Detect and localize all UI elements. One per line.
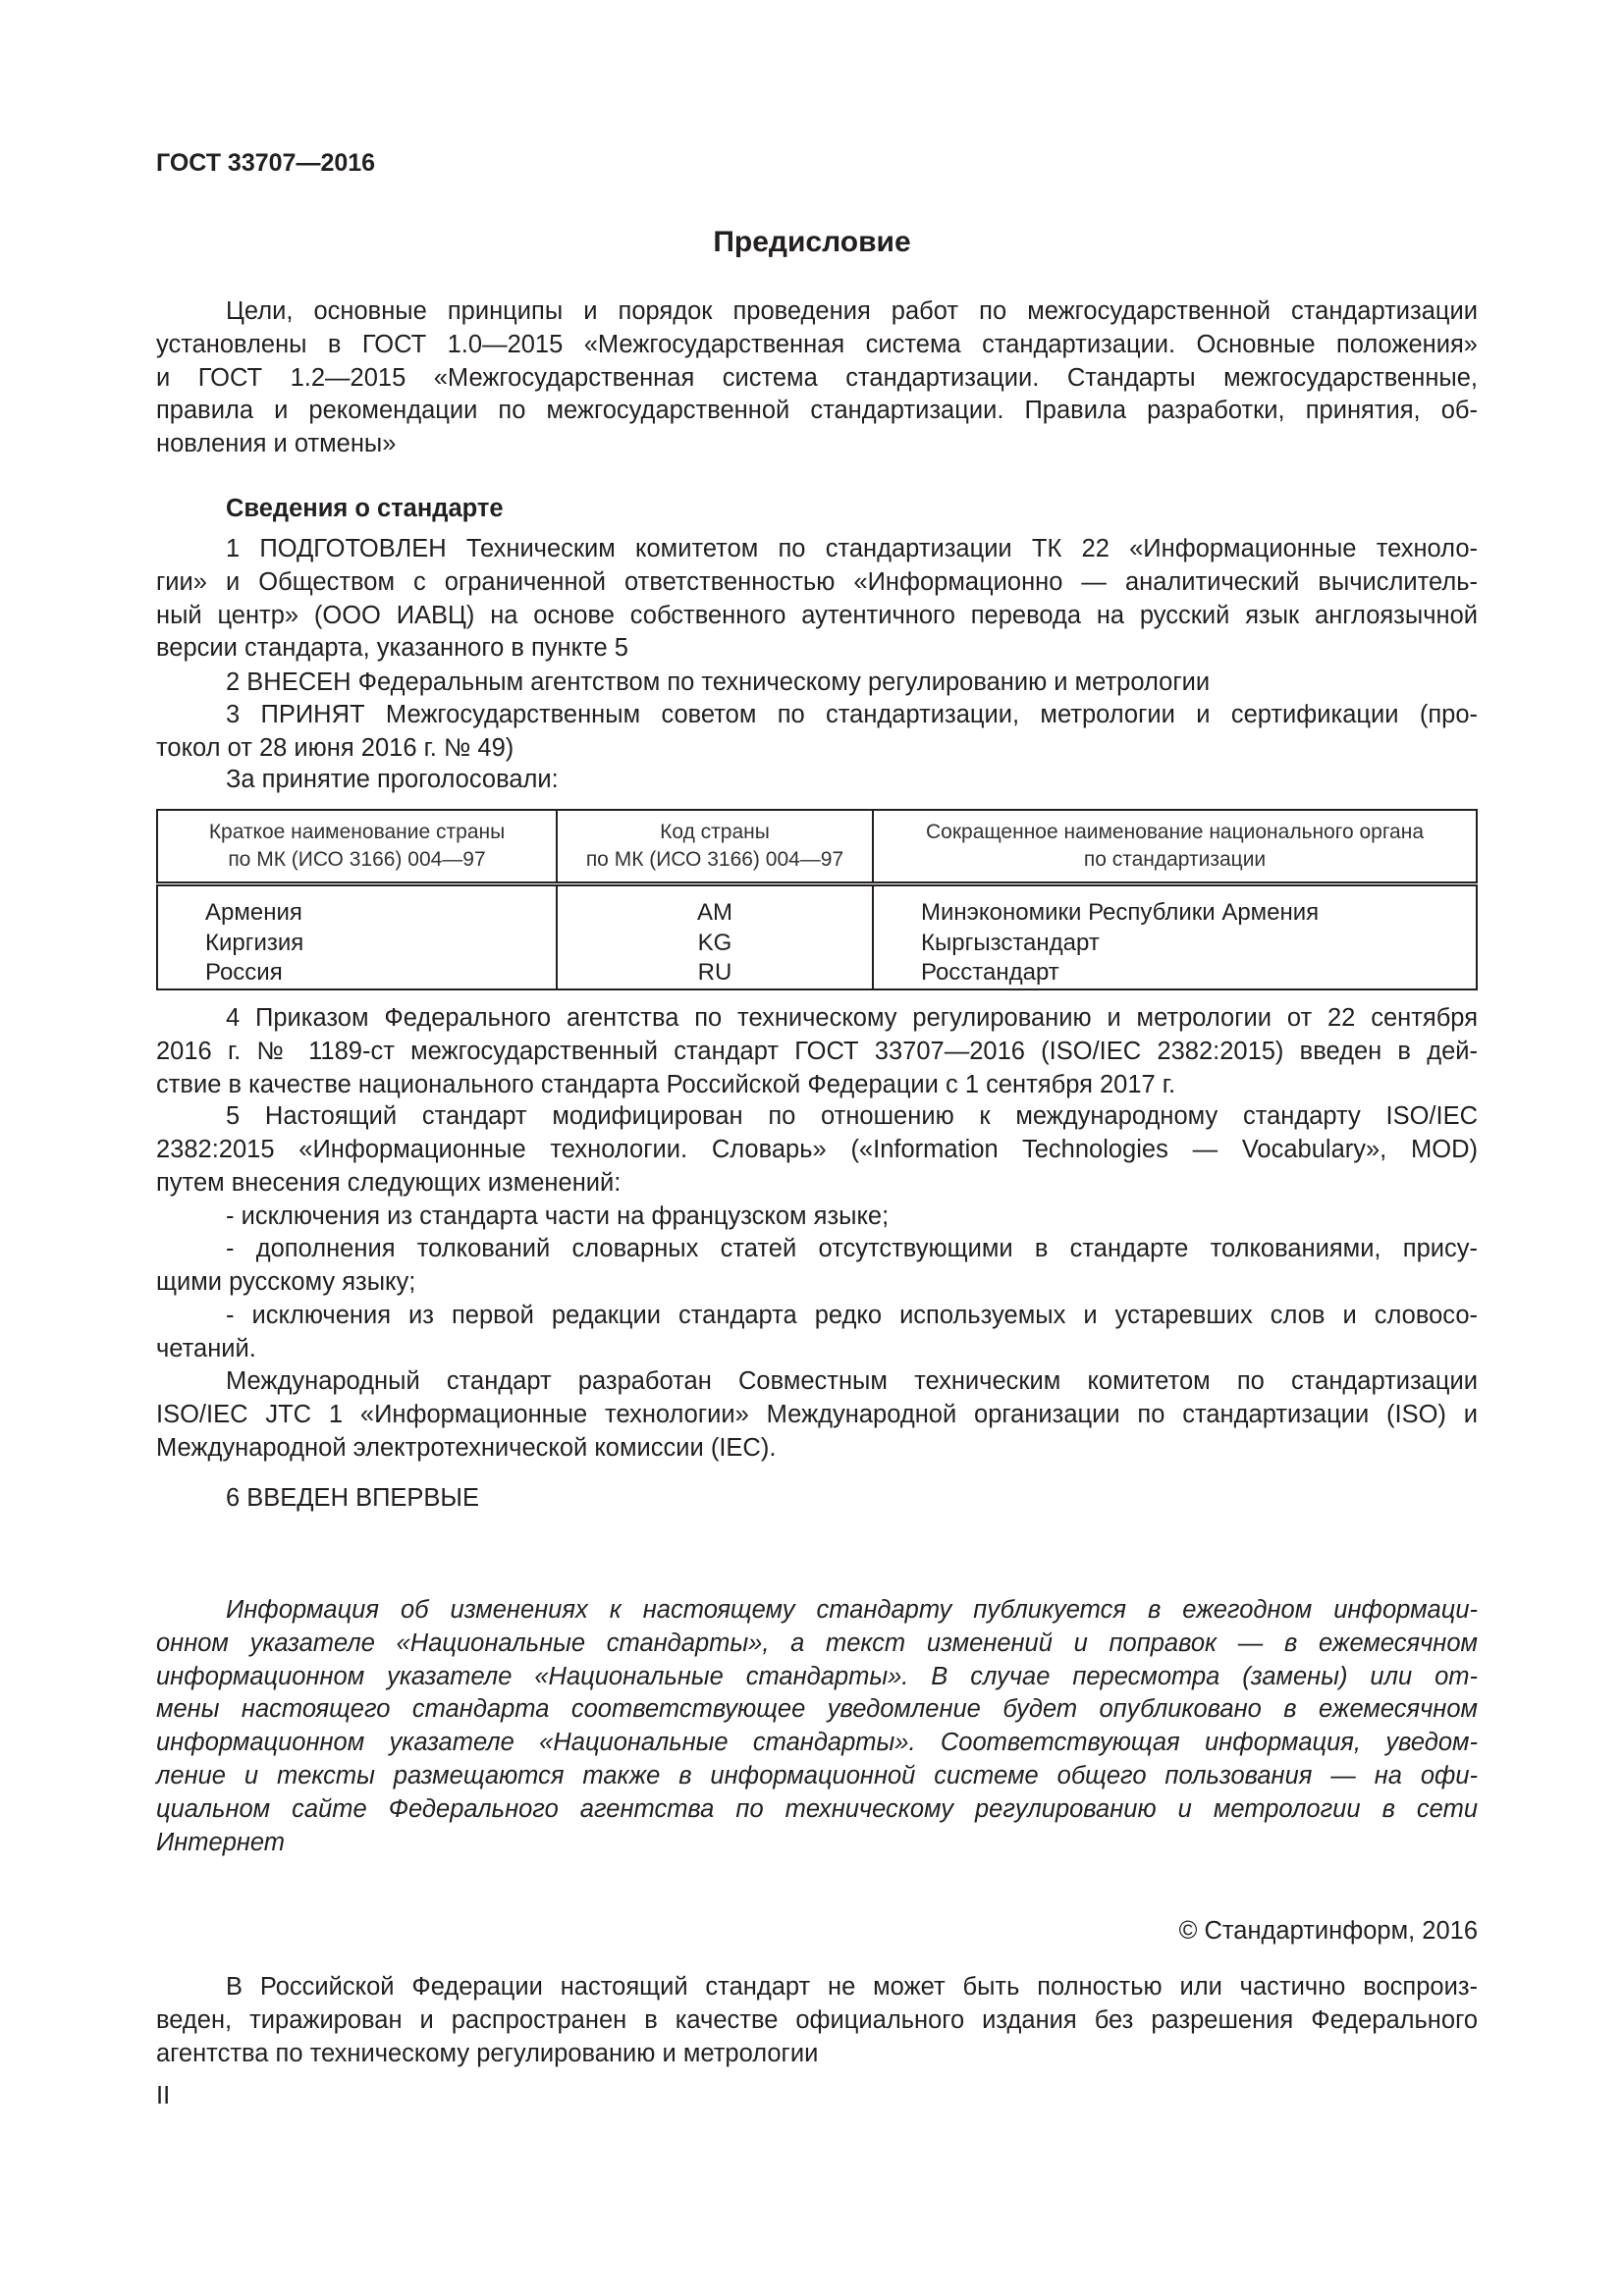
text-line: ление и тексты размещаются также в информационной системе общего пользования — на офи- bbox=[156, 1761, 1478, 1789]
paragraph-item-2 bbox=[156, 667, 1478, 700]
paragraph-item-5 bbox=[156, 1100, 1478, 1200]
text-line: За принятие проголосовали: bbox=[226, 766, 559, 793]
paragraph-item-3 bbox=[156, 699, 1478, 766]
text-line: 2382:2015 «Информационные технологии. Словарь» («Information Technologies — Vocabulary», MOD) bbox=[156, 1135, 1478, 1163]
text-line: 2 ВНЕСЕН Федеральным агентством по техническому регулированию и метрологии bbox=[226, 668, 1211, 696]
text-line: токол от 28 июня 2016 г. № 49) bbox=[156, 733, 514, 762]
document-code: ГОСТ 33707—2016 bbox=[156, 149, 376, 177]
country-name: Россия bbox=[205, 959, 283, 986]
text-line: мены настоящего стандарта соответствующее уведомление будет опубликовано в ежемесячном bbox=[156, 1695, 1478, 1724]
text-line: и ГОСТ 1.2—2015 «Межгосударственная система стандартизации. Стандарты межгосударственные, bbox=[156, 363, 1478, 392]
paragraph-item-6 bbox=[156, 1482, 1478, 1516]
column-header-body bbox=[873, 810, 1477, 884]
text-line: Цели, основные принципы и порядок проведения работ по межгосударственной стандартизации bbox=[226, 297, 1478, 325]
text-line: циальном сайте Федерального агентства по техническому регулированию и метрологии в сети bbox=[156, 1794, 1478, 1823]
text-line: - дополнения толкований словарных статей отсутствующими в стандарте толкованиями, прису- bbox=[226, 1235, 1478, 1262]
text-line: путем внесения следующих изменений: bbox=[156, 1168, 622, 1197]
paragraph-info bbox=[156, 1594, 1478, 1859]
country-code: KG bbox=[697, 929, 732, 956]
paragraph-item-4 bbox=[156, 1002, 1478, 1101]
text-line: Международной электротехнической комиссии (IEC). bbox=[156, 1433, 777, 1462]
text-line: веден, тиражирован и распространен в качестве официального издания без разрешения Федерального bbox=[156, 2005, 1478, 2034]
text-line: щими русскому языку; bbox=[156, 1267, 416, 1296]
paragraph-sved bbox=[156, 493, 1478, 526]
text-line: 4 Приказом Федерального агентства по техническому регулированию и метрологии от 22 сентября bbox=[226, 1004, 1478, 1032]
text-line: 2016 г. № 1189-ст межгосударственный стандарт ГОСТ 33707—2016 (ISO/IEC 2382:2015) введен в дей- bbox=[156, 1037, 1478, 1065]
text-line: - исключения из стандарта части на французском языке; bbox=[226, 1202, 890, 1230]
table-row bbox=[157, 884, 1477, 989]
header-text: Сокращенное наименование национального органа по стандартизации bbox=[925, 821, 1425, 871]
body-cell bbox=[873, 884, 1477, 989]
text-line: гии» и Обществом с ограниченной ответственностью «Информационно — аналитический вычислитель- bbox=[156, 567, 1478, 596]
paragraph-intro bbox=[156, 295, 1478, 461]
country-code: RU bbox=[697, 959, 732, 986]
header-text: Код страны по МК (ИСО 3166) 004—97 bbox=[585, 821, 844, 871]
paragraph-copy bbox=[156, 1915, 1478, 1949]
page-number: II bbox=[156, 2082, 171, 2109]
text-line: Информация об изменениях к настоящему стандарту публикуется в ежегодном информаци- bbox=[226, 1596, 1478, 1624]
standards-body: Росстандарт bbox=[921, 959, 1059, 986]
paragraph-dash-1 bbox=[156, 1201, 1478, 1234]
text-line: информационном указателе «Национальные стандарты». В случае пересмотра (замены) или от- bbox=[156, 1662, 1478, 1690]
text-line: Интернет bbox=[156, 1828, 286, 1856]
paragraph-dash-3 bbox=[156, 1300, 1478, 1366]
text-line: онном указателе «Национальные стандарты», а текст изменений и поправок — в ежемесячном bbox=[156, 1629, 1478, 1657]
text-line: информационном указателе «Национальные стандарты». Соответствующая информация, уведом- bbox=[156, 1729, 1478, 1757]
text-line: установлены в ГОСТ 1.0—2015 «Межгосударственная система стандартизации. Основные положения» bbox=[156, 330, 1478, 358]
country-name: Киргизия bbox=[205, 929, 304, 956]
paragraph-voted bbox=[156, 764, 1478, 797]
text-line: 6 ВВЕДЕН ВПЕРВЫЕ bbox=[226, 1484, 480, 1512]
column-header-country bbox=[157, 810, 557, 884]
code-cell bbox=[557, 884, 873, 989]
text-line: четаний. bbox=[156, 1334, 256, 1362]
text-line: 1 ПОДГОТОВЛЕН Техническим комитетом по стандартизации ТК 22 «Информационные техноло- bbox=[226, 535, 1478, 562]
text-line: 5 Настоящий стандарт модифицирован по отношению к международному стандарту ISO/IEC bbox=[226, 1102, 1478, 1130]
country-code: AM bbox=[697, 899, 732, 926]
text-line: агентства по техническому регулированию и метрологии bbox=[156, 2039, 819, 2067]
paragraph-item-1 bbox=[156, 533, 1478, 666]
text-line: правила и рекомендации по межгосударственной стандартизации. Правила разработки, принятия, об- bbox=[156, 397, 1478, 425]
text-line: 3 ПРИНЯТ Межгосударственным советом по стандартизации, метрологии и сертификации (про- bbox=[226, 701, 1478, 728]
text-line: новления и отмены» bbox=[156, 430, 397, 458]
text-line: Международный стандарт разработан Совместным техническим комитетом по стандартизации bbox=[226, 1367, 1478, 1395]
paragraph-rights bbox=[156, 1971, 1478, 2070]
voting-countries-table bbox=[156, 809, 1478, 990]
text-line: ствие в качестве национального стандарта Российской Федерации с 1 сентября 2017 г. bbox=[156, 1070, 1176, 1098]
text-line: © Стандартинформ, 2016 bbox=[1178, 1917, 1478, 1945]
country-name: Армения bbox=[205, 899, 302, 926]
text-line: ISO/IEC JTC 1 «Информационные технологии» Международной организации по стандартизации (ISO) и bbox=[156, 1400, 1478, 1428]
column-header-code bbox=[557, 810, 873, 884]
table-header-row bbox=[157, 810, 1477, 884]
paragraph-intl bbox=[156, 1365, 1478, 1465]
paragraph-dash-2 bbox=[156, 1233, 1478, 1300]
text-line: - исключения из первой редакции стандарта редко используемых и устаревших слов и словосо- bbox=[226, 1302, 1478, 1329]
header-text: Краткое наименование страны по МК (ИСО 3166) 004—97 bbox=[208, 821, 506, 871]
standards-body: Кыргызстандарт bbox=[921, 929, 1100, 956]
text-line: ный центр» (ООО ИАВЦ) на основе собственного аутентичного перевода на русский язык англоязычной bbox=[156, 601, 1478, 629]
text-line: В Российской Федерации настоящий стандарт не может быть полностью или частично воспроиз- bbox=[226, 1973, 1478, 2001]
text-line: Сведения о стандарте bbox=[226, 495, 504, 522]
standards-body: Минэкономики Республики Армения bbox=[921, 899, 1320, 926]
text-line: версии стандарта, указанного в пункте 5 bbox=[156, 634, 628, 663]
country-cell bbox=[157, 884, 557, 989]
page-title: Предисловие bbox=[713, 226, 911, 258]
